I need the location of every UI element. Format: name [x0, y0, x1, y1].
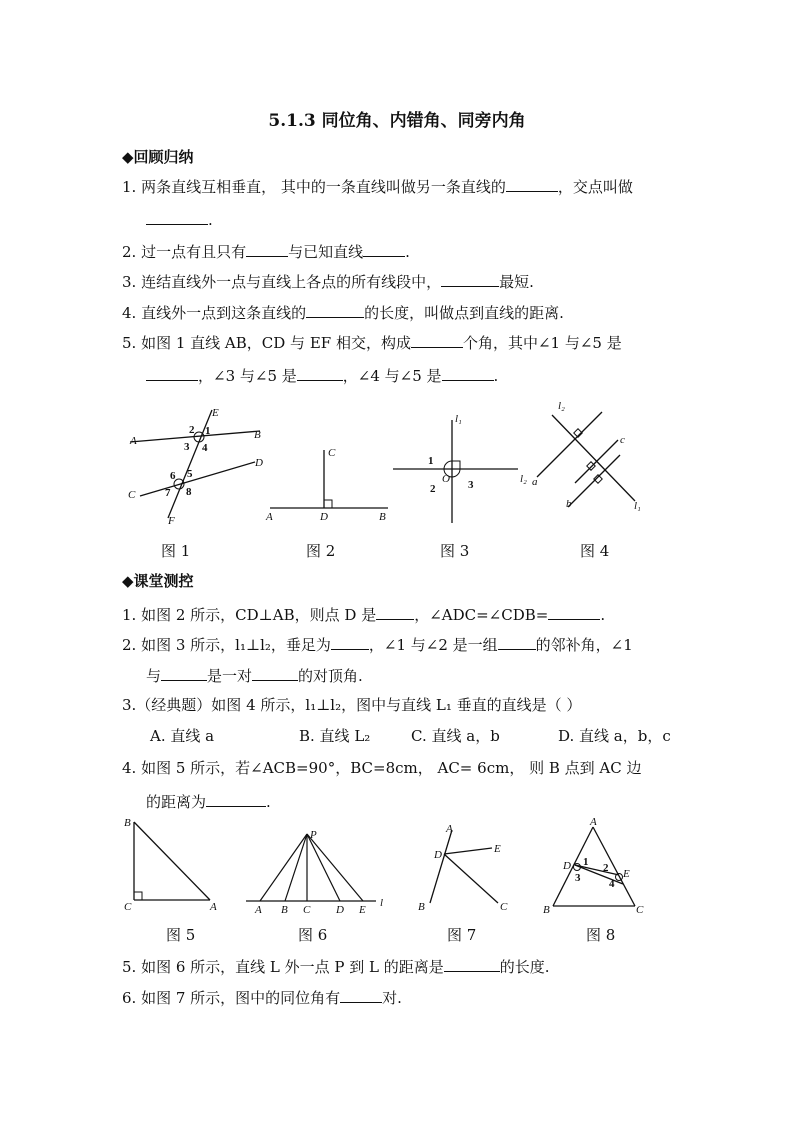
- answer-blank[interactable]: [331, 633, 369, 650]
- review-q1: 1. 两条直线互相垂直， 其中的一条直线叫做另一条直线的 ，交点叫做: [122, 175, 633, 197]
- review-q4: 4. 直线外一点到这条直线的 的长度，叫做点到直线的距离.: [122, 301, 564, 323]
- section-review-heading: ◆回顾归纳: [122, 148, 194, 166]
- answer-blank[interactable]: [297, 364, 343, 381]
- fig7-label-e: E: [494, 843, 501, 855]
- fig1-label-a: A: [130, 435, 137, 447]
- page-title: 5.1.3 同位角、内错角、同旁内角: [268, 111, 526, 131]
- fig6-label-c: C: [303, 904, 311, 916]
- figure-5-diagram: [120, 812, 230, 917]
- fig8-label-c: C: [636, 904, 644, 916]
- section-quiz-heading: ◆课堂测控: [122, 572, 194, 590]
- quiz-q3-option-b[interactable]: B. 直线 L₂: [299, 727, 371, 745]
- quiz-q2: 2. 如图 3 所示，l₁⊥l₂，垂足为 ，∠1 与∠2 是一组 的邻补角，∠1: [122, 633, 633, 655]
- review-q5-cont: ，∠3 与∠5 是 ，∠4 与∠5 是 .: [146, 364, 498, 386]
- figure-8-caption: 图 8: [586, 926, 616, 944]
- answer-blank[interactable]: [246, 240, 288, 257]
- fig1-label-f: F: [168, 515, 175, 527]
- fig7-label-a: A: [446, 823, 453, 835]
- answer-blank[interactable]: [548, 603, 600, 620]
- figure-4-caption: 图 4: [580, 542, 610, 560]
- fig8-label-a: A: [590, 816, 597, 828]
- quiz-q3-option-a[interactable]: A. 直线 a: [150, 727, 215, 745]
- answer-blank[interactable]: [363, 240, 405, 257]
- fig8-angle-2: 2: [603, 862, 609, 874]
- fig7-label-d: D: [434, 849, 442, 861]
- fig6-label-l: l: [380, 897, 384, 909]
- fig1-angle-4: 4: [202, 442, 208, 454]
- answer-blank[interactable]: [442, 364, 494, 381]
- fig6-label-d: D: [336, 904, 344, 916]
- figure-6-caption: 图 6: [298, 926, 328, 944]
- figure-6-diagram: [240, 822, 390, 917]
- fig1-angle-5: 5: [187, 468, 193, 480]
- fig6-label-a: A: [255, 904, 262, 916]
- fig6-label-p: P: [310, 829, 317, 841]
- fig5-label-b: B: [124, 817, 131, 829]
- figure-1-diagram: [120, 400, 280, 530]
- figure-2-diagram: [262, 440, 397, 525]
- fig1-angle-8: 8: [186, 486, 192, 498]
- fig8-label-b: B: [543, 904, 550, 916]
- figure-2-caption: 图 2: [306, 542, 336, 560]
- fig6-label-e: E: [359, 904, 366, 916]
- answer-blank[interactable]: [306, 301, 364, 318]
- fig1-angle-7: 7: [165, 487, 171, 499]
- answer-blank[interactable]: [376, 603, 414, 620]
- figure-1-caption: 图 1: [161, 542, 191, 560]
- fig1-label-c: C: [128, 489, 136, 501]
- quiz-q3-option-d[interactable]: D. 直线 a，b，c: [558, 727, 671, 745]
- fig3-label-l1: l₁: [455, 413, 462, 425]
- review-q5: 5. 如图 1 直线 AB，CD 与 EF 相交，构成 个角，其中∠1 与∠5 是: [122, 331, 622, 353]
- fig1-label-d: D: [255, 457, 263, 469]
- quiz-q4: 4. 如图 5 所示，若∠ACB=90°，BC=8cm， AC= 6cm， 则 B 点到 AC 边: [122, 759, 642, 777]
- quiz-q1: 1. 如图 2 所示，CD⊥AB，则点 D 是 ，∠ADC=∠CDB= .: [122, 603, 605, 625]
- fig1-label-b: B: [254, 429, 261, 441]
- fig8-label-e: E: [623, 868, 630, 880]
- review-q1-cont: .: [146, 208, 213, 230]
- fig1-angle-2: 2: [189, 424, 195, 436]
- answer-blank[interactable]: [441, 270, 499, 287]
- review-q3: 3. 连结直线外一点与直线上各点的所有线段中， 最短.: [122, 270, 534, 292]
- figure-8-diagram: [535, 815, 655, 920]
- fig4-label-l1: l₁: [634, 500, 641, 512]
- fig6-label-b: B: [281, 904, 288, 916]
- fig5-label-c: C: [124, 901, 132, 913]
- fig3-angle-3: 3: [468, 479, 474, 491]
- fig4-label-l2: l₂: [558, 400, 565, 412]
- figure-7-caption: 图 7: [447, 926, 477, 944]
- fig8-label-d: D: [563, 860, 571, 872]
- answer-blank[interactable]: [340, 986, 382, 1003]
- fig8-angle-4: 4: [609, 878, 615, 890]
- quiz-q3-option-c[interactable]: C. 直线 a，b: [411, 727, 500, 745]
- answer-blank[interactable]: [206, 790, 266, 807]
- figure-3-diagram: [388, 408, 538, 528]
- fig4-label-c: c: [620, 434, 625, 446]
- fig2-label-c: C: [328, 447, 336, 459]
- fig1-angle-1: 1: [205, 425, 211, 437]
- fig5-label-a: A: [210, 901, 217, 913]
- figure-3-caption: 图 3: [440, 542, 470, 560]
- fig1-angle-6: 6: [170, 470, 176, 482]
- fig8-angle-1: 1: [583, 856, 589, 868]
- answer-blank[interactable]: [411, 331, 463, 348]
- quiz-q4-cont: 的距离为 .: [146, 790, 271, 812]
- fig3-angle-1: 1: [428, 455, 434, 467]
- figure-5-caption: 图 5: [166, 926, 196, 944]
- fig2-label-b: B: [379, 511, 386, 523]
- fig3-label-l2: l₂: [520, 473, 527, 485]
- fig4-label-b: b: [566, 498, 572, 510]
- fig3-angle-2: 2: [430, 483, 436, 495]
- fig7-label-b: B: [418, 901, 425, 913]
- figure-7-diagram: [410, 818, 520, 918]
- review-q2: 2. 过一点有且只有 与已知直线 .: [122, 240, 410, 262]
- fig1-angle-3: 3: [184, 441, 190, 453]
- quiz-q6: 6. 如图 7 所示，图中的同位角有 对.: [122, 986, 402, 1008]
- fig7-label-c: C: [500, 901, 508, 913]
- quiz-q2-cont: 与 是一对 的对顶角.: [146, 664, 363, 686]
- fig2-label-d: D: [320, 511, 328, 523]
- fig2-label-a: A: [266, 511, 273, 523]
- fig3-label-o: O: [442, 473, 450, 485]
- quiz-q5: 5. 如图 6 所示，直线 L 外一点 P 到 L 的距离是 的长度.: [122, 955, 550, 977]
- answer-blank[interactable]: [146, 364, 198, 381]
- fig1-label-e: E: [212, 407, 219, 419]
- answer-blank[interactable]: [146, 208, 208, 225]
- answer-blank[interactable]: [506, 175, 558, 192]
- figure-4-diagram: [520, 395, 660, 525]
- fig4-label-a: a: [532, 476, 538, 488]
- fig8-angle-3: 3: [575, 872, 581, 884]
- answer-blank[interactable]: [252, 664, 298, 681]
- answer-blank[interactable]: [498, 633, 536, 650]
- answer-blank[interactable]: [444, 955, 500, 972]
- answer-blank[interactable]: [161, 664, 207, 681]
- quiz-q3: 3.（经典题）如图 4 所示，l₁⊥l₂，图中与直线 L₁ 垂直的直线是（ ）: [122, 696, 582, 714]
